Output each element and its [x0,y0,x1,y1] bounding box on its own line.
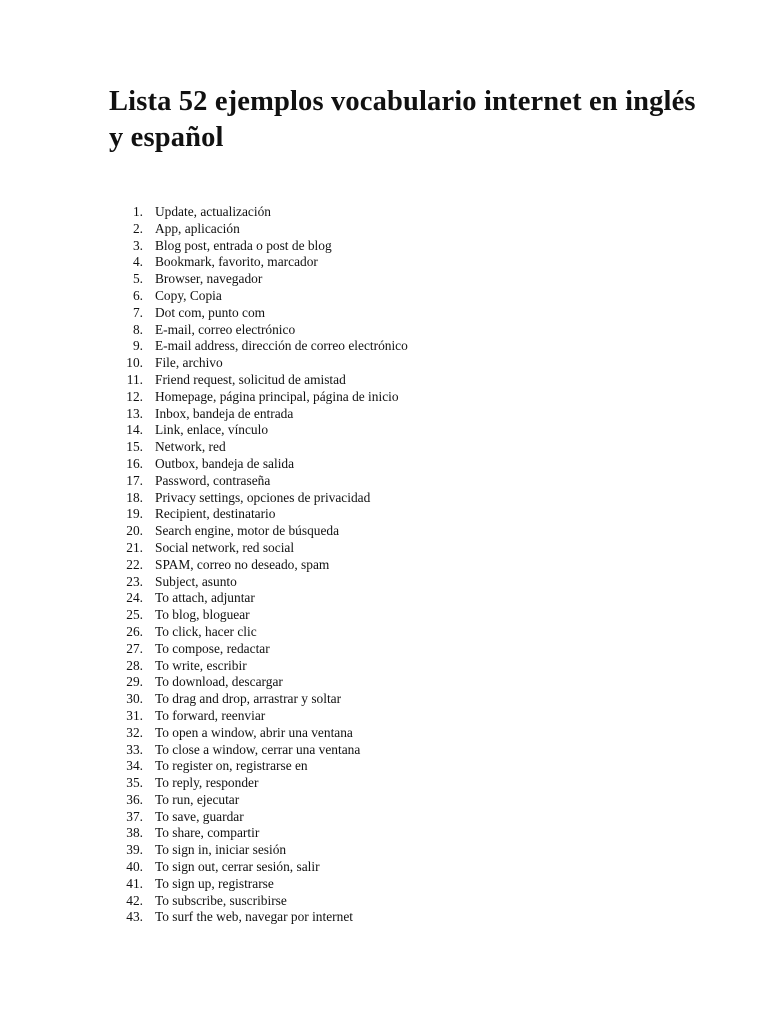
list-item-text: To sign in, iniciar sesión [155,842,287,858]
list-item [106,725,655,742]
list-item-text: Browser, navegador [155,271,263,287]
list-item [106,775,655,792]
list-item-number: 11. [126,371,143,387]
list-item [106,842,655,859]
list-item-number: 39. [126,842,143,858]
list-item-text: Privacy settings, opciones de privacidad [155,489,371,505]
list-item-number: 31. [126,707,143,723]
list-item-number: 13. [126,405,143,421]
list-item-number: 34. [126,758,143,774]
list-item-number: 28. [126,657,143,673]
list-item-number: 2. [132,220,143,236]
list-item-text: Dot com, punto com [155,304,266,320]
list-item-number: 20. [126,523,143,539]
list-item-number: 21. [126,539,143,555]
list-item [106,658,655,675]
list-item-text: Recipient, destinatario [155,506,276,522]
list-item-text: E-mail, correo electrónico [155,321,296,337]
list-item-number: 3. [132,237,143,253]
list-item-text: Homepage, página principal, página de inicio [155,388,399,404]
list-item [106,893,655,910]
list-item-text: To download, descargar [155,674,283,690]
list-item-text: To write, escribir [155,657,247,673]
list-item [106,742,655,759]
list-item-text: To sign up, registrarse [155,875,274,891]
list-item-number: 40. [126,859,143,875]
list-item [106,523,655,540]
list-item [106,506,655,523]
list-item-number: 4. [132,254,143,270]
list-item [106,338,655,355]
list-item [106,406,655,423]
list-item-text: To attach, adjuntar [155,590,255,606]
list-item [106,590,655,607]
list-item-number: 42. [126,892,143,908]
list-item-text: To reply, responder [155,775,259,791]
list-item [106,305,655,322]
list-item [106,439,655,456]
list-item-number: 17. [126,472,143,488]
list-item-number: 19. [126,506,143,522]
list-item-text: Network, red [155,439,226,455]
list-item-text: To share, compartir [155,825,260,841]
list-item [106,809,655,826]
list-item-number: 15. [126,439,143,455]
list-item-number: 14. [126,422,143,438]
list-item-text: SPAM, correo no deseado, spam [155,556,330,572]
vocabulary-list [106,204,655,926]
list-item-number: 43. [126,909,143,925]
list-item [106,238,655,255]
list-item-number: 6. [132,287,143,303]
list-item-number: 35. [126,775,143,791]
list-item [106,288,655,305]
list-item-number: 25. [126,607,143,623]
list-item-number: 26. [126,623,143,639]
list-item-text: E-mail address, dirección de correo electrónico [155,338,408,354]
list-item-text: Subject, asunto [155,573,237,589]
list-item [106,322,655,339]
list-item-text: To sign out, cerrar sesión, salir [155,859,320,875]
list-item-text: Password, contraseña [155,472,271,488]
list-item-number: 30. [126,691,143,707]
list-item-number: 7. [132,304,143,320]
list-item [106,557,655,574]
list-item-number: 18. [126,489,143,505]
list-item [106,372,655,389]
list-item [106,422,655,439]
list-item-text: Bookmark, favorito, marcador [155,254,318,270]
page-title: Lista 52 ejemplos vocabulario internet en inglés y español [109,86,696,153]
list-item [106,624,655,641]
list-item [106,758,655,775]
list-item-number: 41. [126,875,143,891]
list-item-text: To compose, redactar [155,640,270,656]
list-item-text: To open a window, abrir una ventana [155,724,353,740]
list-item [106,254,655,271]
list-item [106,456,655,473]
list-item-text: Copy, Copia [155,287,222,303]
list-item-text: App, aplicación [155,220,240,236]
list-item [106,859,655,876]
list-item-text: To subscribe, suscribirse [155,892,287,908]
list-item [106,792,655,809]
list-item [106,540,655,557]
list-item-number: 9. [132,338,143,354]
list-item-text: Search engine, motor de búsqueda [155,523,340,539]
list-item [106,389,655,406]
list-item-text: To register on, registrarse en [155,758,308,774]
list-item-text: To click, hacer clic [155,623,257,639]
list-item [106,271,655,288]
list-item [106,641,655,658]
list-item [106,574,655,591]
list-item-number: 38. [126,825,143,841]
list-item-text: File, archivo [155,355,223,371]
list-item-number: 32. [126,724,143,740]
list-item-text: To run, ejecutar [155,791,240,807]
list-item [106,490,655,507]
list-item [106,473,655,490]
list-item-number: 5. [132,271,143,287]
list-item [106,355,655,372]
list-item [106,607,655,624]
list-item-text: Outbox, bandeja de salida [155,455,295,471]
list-item-number: 16. [126,455,143,471]
list-item-number: 22. [126,556,143,572]
list-item-number: 1. [132,204,143,219]
list-item-text: Update, actualización [155,204,271,219]
list-item-number: 27. [126,640,143,656]
list-item-text: To surf the web, navegar por internet [155,909,353,925]
list-item-text: To save, guardar [155,808,244,824]
list-item [106,204,655,221]
list-item [106,909,655,926]
list-item [106,876,655,893]
list-item-text: Link, enlace, vínculo [155,422,269,438]
list-item-text: To close a window, cerrar una ventana [155,741,361,757]
list-item-text: Blog post, entrada o post de blog [155,237,332,253]
list-item-number: 33. [126,741,143,757]
list-item-number: 12. [126,388,143,404]
list-item-number: 29. [126,674,143,690]
list-item-text: Inbox, bandeja de entrada [155,405,294,421]
list-item-number: 23. [126,573,143,589]
list-item-text: Friend request, solicitud de amistad [155,371,346,387]
list-item [106,708,655,725]
list-item-number: 8. [132,321,143,337]
list-item [106,825,655,842]
list-item-number: 36. [126,791,143,807]
list-item-number: 24. [126,590,143,606]
list-item-text: Social network, red social [155,539,295,555]
list-item-text: To blog, bloguear [155,607,250,623]
list-item [106,221,655,238]
list-item-number: 10. [126,355,143,371]
list-item-text: To drag and drop, arrastrar y soltar [155,691,342,707]
list-item-number: 37. [126,808,143,824]
list-item-text: To forward, reenviar [155,707,266,723]
list-item [106,674,655,691]
list-item [106,691,655,708]
